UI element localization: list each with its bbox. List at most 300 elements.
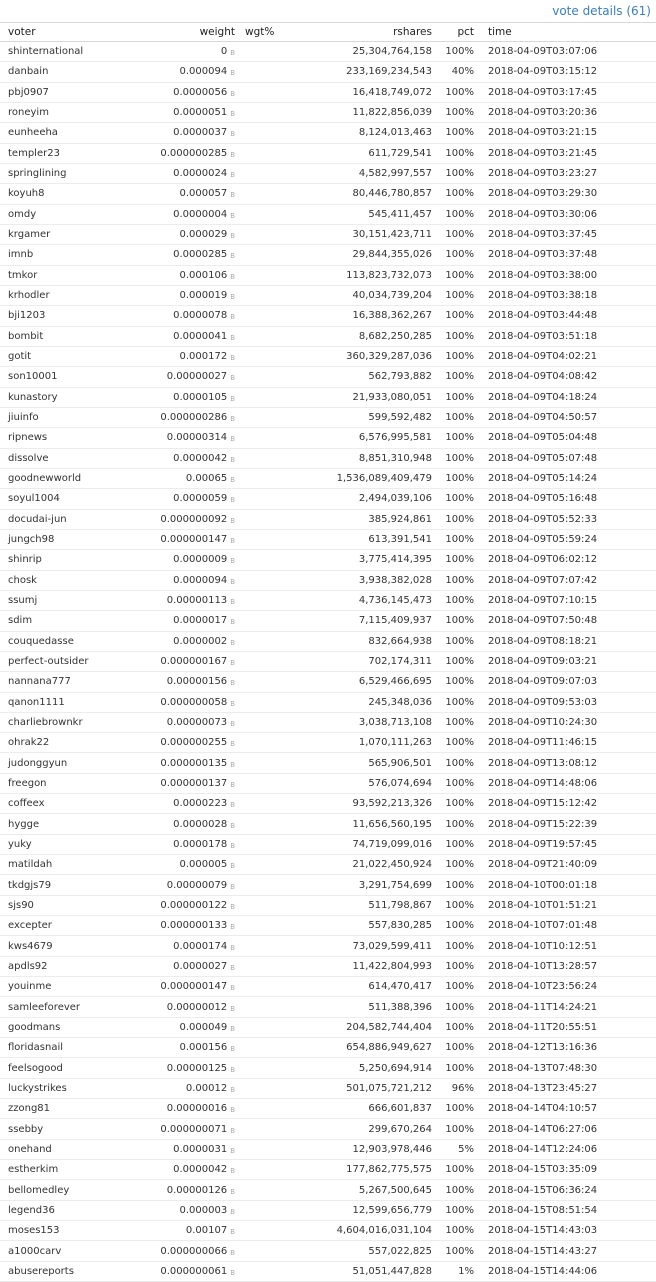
rshares-cell: 4,736,145,473 [307, 590, 440, 610]
rshares-cell: 16,418,749,072 [307, 82, 440, 102]
voter-cell: abusereports [0, 1261, 145, 1281]
weight-unit: B [230, 1207, 235, 1216]
time-cell: 2018-04-09T11:46:15 [488, 733, 656, 753]
time-cell: 2018-04-14T12:24:06 [488, 1139, 656, 1159]
voter-cell: goodnewworld [0, 468, 145, 488]
weight-cell [145, 672, 245, 692]
voter-cell: hygge [0, 814, 145, 834]
weight-unit: B [230, 333, 235, 342]
voter-cell: danbain [0, 62, 145, 82]
weight-unit: B [230, 374, 235, 383]
weight-unit: B [230, 354, 235, 363]
vote-row [0, 468, 656, 488]
vote-row [0, 794, 656, 814]
weight-cell [145, 590, 245, 610]
weight-value: 0.000172 [179, 351, 228, 363]
time-cell: 2018-04-09T10:24:30 [488, 712, 656, 732]
rshares-cell: 613,391,541 [307, 529, 440, 549]
vote-details-link[interactable]: vote details (61) [552, 4, 651, 18]
rshares-cell: 385,924,861 [307, 509, 440, 529]
voter-cell: estherkim [0, 1160, 145, 1180]
weight-value: 0.000000092 [160, 513, 228, 525]
rshares-cell: 3,038,713,108 [307, 712, 440, 732]
pct-cell: 100% [440, 1221, 488, 1241]
wgt-pct-cell [245, 1139, 307, 1159]
weight-cell [145, 631, 245, 651]
time-cell: 2018-04-09T09:03:21 [488, 651, 656, 671]
vote-row [0, 895, 656, 915]
weight-unit: B [230, 1106, 235, 1115]
rshares-cell: 4,582,997,557 [307, 163, 440, 183]
time-cell: 2018-04-09T04:08:42 [488, 367, 656, 387]
weight-unit: B [230, 719, 235, 728]
voter-cell: youinme [0, 977, 145, 997]
voter-cell: bombit [0, 326, 145, 346]
rshares-cell: 557,830,285 [307, 916, 440, 936]
weight-unit: B [230, 984, 235, 993]
wgt-pct-cell [245, 224, 307, 244]
time-cell: 2018-04-13T23:45:27 [488, 1078, 656, 1098]
weight-value: 0.0000223 [173, 798, 228, 810]
voter-cell: moses153 [0, 1221, 145, 1241]
wgt-pct-cell [245, 285, 307, 305]
time-cell: 2018-04-09T14:48:06 [488, 773, 656, 793]
rshares-cell: 614,470,417 [307, 977, 440, 997]
time-cell: 2018-04-09T03:23:27 [488, 163, 656, 183]
weight-cell [145, 82, 245, 102]
rshares-cell: 562,793,882 [307, 367, 440, 387]
voter-cell: bellomedley [0, 1180, 145, 1200]
weight-cell [145, 1078, 245, 1098]
weight-cell [145, 814, 245, 834]
header-time[interactable]: time [488, 23, 656, 42]
time-cell: 2018-04-10T10:12:51 [488, 936, 656, 956]
pct-cell: 100% [440, 82, 488, 102]
weight-cell [145, 163, 245, 183]
header-wgt-pct[interactable]: wgt% [245, 23, 307, 42]
weight-cell [145, 1200, 245, 1220]
vote-row [0, 834, 656, 854]
rshares-cell: 5,250,694,914 [307, 1058, 440, 1078]
weight-cell [145, 753, 245, 773]
vote-row [0, 529, 656, 549]
pct-cell: 100% [440, 631, 488, 651]
weight-value: 0.0000056 [173, 86, 228, 98]
vote-row [0, 1058, 656, 1078]
pct-cell: 100% [440, 814, 488, 834]
weight-unit: B [230, 943, 235, 952]
rshares-cell: 6,576,995,581 [307, 428, 440, 448]
pct-cell: 100% [440, 489, 488, 509]
pct-cell: 100% [440, 956, 488, 976]
vote-row [0, 1180, 656, 1200]
time-cell: 2018-04-09T03:37:48 [488, 245, 656, 265]
wgt-pct-cell [245, 997, 307, 1017]
pct-cell: 100% [440, 855, 488, 875]
voter-cell: couquedasse [0, 631, 145, 651]
rshares-cell: 3,775,414,395 [307, 550, 440, 570]
weight-unit: B [230, 49, 235, 58]
rshares-cell: 40,034,739,204 [307, 285, 440, 305]
rshares-cell: 21,022,450,924 [307, 855, 440, 875]
wgt-pct-cell [245, 794, 307, 814]
weight-unit: B [230, 618, 235, 627]
voter-cell: nannana777 [0, 672, 145, 692]
pct-cell: 100% [440, 1099, 488, 1119]
weight-cell [145, 712, 245, 732]
weight-unit: B [230, 1085, 235, 1094]
weight-cell [145, 367, 245, 387]
pct-cell: 100% [440, 285, 488, 305]
vote-row [0, 977, 656, 997]
voter-cell: ssebby [0, 1119, 145, 1139]
voter-cell: kws4679 [0, 936, 145, 956]
pct-cell: 100% [440, 265, 488, 285]
pct-cell: 100% [440, 204, 488, 224]
time-cell: 2018-04-09T03:37:45 [488, 224, 656, 244]
weight-unit: B [230, 862, 235, 871]
pct-cell: 100% [440, 1160, 488, 1180]
weight-cell [145, 143, 245, 163]
pct-cell: 100% [440, 672, 488, 692]
weight-value: 0.000000133 [160, 920, 228, 932]
time-cell: 2018-04-12T13:16:36 [488, 1038, 656, 1058]
wgt-pct-cell [245, 1200, 307, 1220]
rshares-cell: 204,582,744,404 [307, 1017, 440, 1037]
time-cell: 2018-04-14T04:10:57 [488, 1099, 656, 1119]
weight-cell [145, 1099, 245, 1119]
vote-row [0, 62, 656, 82]
pct-cell: 100% [440, 42, 488, 62]
weight-cell [145, 1241, 245, 1261]
rshares-cell: 654,886,949,627 [307, 1038, 440, 1058]
time-cell: 2018-04-09T05:59:24 [488, 529, 656, 549]
weight-cell [145, 936, 245, 956]
weight-cell [145, 265, 245, 285]
weight-cell [145, 387, 245, 407]
rshares-cell: 233,169,234,543 [307, 62, 440, 82]
header-voter[interactable]: voter [0, 23, 145, 42]
weight-cell [145, 42, 245, 62]
time-cell: 2018-04-10T13:28:57 [488, 956, 656, 976]
pct-cell: 100% [440, 224, 488, 244]
vote-row [0, 306, 656, 326]
weight-value: 0.000019 [179, 290, 228, 302]
weight-value: 0.00000126 [166, 1184, 228, 1196]
weight-unit: B [230, 963, 235, 972]
weight-value: 0.0000041 [173, 330, 228, 342]
weight-cell [145, 204, 245, 224]
weight-cell [145, 1160, 245, 1180]
wgt-pct-cell [245, 773, 307, 793]
weight-cell [145, 1017, 245, 1037]
weight-unit: B [230, 394, 235, 403]
weight-unit: B [230, 171, 235, 180]
voter-cell: docudai-jun [0, 509, 145, 529]
time-cell: 2018-04-09T09:53:03 [488, 692, 656, 712]
weight-cell [145, 834, 245, 854]
weight-cell [145, 570, 245, 590]
voter-cell: a1000carv [0, 1241, 145, 1261]
weight-unit: B [230, 476, 235, 485]
vote-row [0, 143, 656, 163]
weight-cell [145, 102, 245, 122]
weight-cell [145, 794, 245, 814]
rshares-cell: 21,933,080,051 [307, 387, 440, 407]
weight-cell [145, 855, 245, 875]
rshares-cell: 576,074,694 [307, 773, 440, 793]
vote-row [0, 1221, 656, 1241]
pct-cell: 100% [440, 550, 488, 570]
wgt-pct-cell [245, 1017, 307, 1037]
voter-cell: ripnews [0, 428, 145, 448]
weight-value: 0.0000027 [173, 960, 228, 972]
weight-unit: B [230, 435, 235, 444]
vote-row [0, 163, 656, 183]
time-cell: 2018-04-09T07:07:42 [488, 570, 656, 590]
time-cell: 2018-04-09T06:02:12 [488, 550, 656, 570]
voter-cell: jiuinfo [0, 407, 145, 427]
time-cell: 2018-04-10T07:01:48 [488, 916, 656, 936]
vote-row [0, 82, 656, 102]
rshares-cell: 2,494,039,106 [307, 489, 440, 509]
time-cell: 2018-04-09T03:20:36 [488, 102, 656, 122]
voter-cell: onehand [0, 1139, 145, 1159]
vote-row [0, 42, 656, 62]
rshares-cell: 1,536,089,409,479 [307, 468, 440, 488]
pct-cell: 100% [440, 570, 488, 590]
rshares-cell: 360,329,287,036 [307, 346, 440, 366]
weight-cell [145, 1139, 245, 1159]
vote-row [0, 1099, 656, 1119]
vote-row [0, 428, 656, 448]
header-weight[interactable]: weight [145, 23, 245, 42]
weight-value: 0.00065 [185, 473, 228, 485]
pct-cell: 100% [440, 936, 488, 956]
rshares-cell: 501,075,721,212 [307, 1078, 440, 1098]
vote-row [0, 692, 656, 712]
wgt-pct-cell [245, 1119, 307, 1139]
wgt-pct-cell [245, 204, 307, 224]
rshares-cell: 299,670,264 [307, 1119, 440, 1139]
pct-cell: 100% [440, 123, 488, 143]
weight-cell [145, 692, 245, 712]
header-pct[interactable]: pct [440, 23, 488, 42]
weight-value: 0.0000004 [173, 208, 228, 220]
wgt-pct-cell [245, 468, 307, 488]
voter-cell: springlining [0, 163, 145, 183]
voter-cell: eunheeha [0, 123, 145, 143]
weight-cell [145, 733, 245, 753]
voter-cell: matildah [0, 855, 145, 875]
weight-unit: B [230, 1126, 235, 1135]
weight-cell [145, 123, 245, 143]
weight-value: 0.000000286 [160, 412, 228, 424]
rshares-cell: 12,903,978,446 [307, 1139, 440, 1159]
vote-row [0, 407, 656, 427]
weight-value: 0.00012 [185, 1082, 228, 1094]
pct-cell: 100% [440, 509, 488, 529]
wgt-pct-cell [245, 550, 307, 570]
vote-row [0, 712, 656, 732]
pct-cell: 100% [440, 326, 488, 346]
wgt-pct-cell [245, 265, 307, 285]
wgt-pct-cell [245, 611, 307, 631]
time-cell: 2018-04-09T03:21:15 [488, 123, 656, 143]
weight-value: 0 [220, 46, 228, 58]
weight-cell [145, 977, 245, 997]
vote-row [0, 367, 656, 387]
rshares-cell: 4,604,016,031,104 [307, 1221, 440, 1241]
rshares-cell: 7,115,409,937 [307, 611, 440, 631]
pct-cell: 100% [440, 977, 488, 997]
voter-cell: charliebrownkr [0, 712, 145, 732]
pct-cell: 1% [440, 1261, 488, 1281]
weight-value: 0.000106 [179, 269, 228, 281]
weight-value: 0.000000058 [160, 696, 228, 708]
rshares-cell: 6,529,466,695 [307, 672, 440, 692]
weight-value: 0.0000174 [173, 940, 228, 952]
pct-cell: 100% [440, 1200, 488, 1220]
weight-unit: B [230, 740, 235, 749]
pct-cell: 100% [440, 1119, 488, 1139]
voter-cell: imnb [0, 245, 145, 265]
voter-cell: krhodler [0, 285, 145, 305]
weight-value: 0.00000113 [166, 595, 228, 607]
vote-row [0, 753, 656, 773]
header-rshares[interactable]: rshares [307, 23, 440, 42]
pct-cell: 96% [440, 1078, 488, 1098]
vote-row [0, 285, 656, 305]
time-cell: 2018-04-09T03:38:00 [488, 265, 656, 285]
vote-row [0, 773, 656, 793]
vote-row [0, 916, 656, 936]
weight-unit: B [230, 1187, 235, 1196]
weight-unit: B [230, 69, 235, 78]
weight-unit: B [230, 313, 235, 322]
weight-value: 0.0000031 [173, 1143, 228, 1155]
vote-row [0, 387, 656, 407]
header-row [0, 23, 656, 42]
pct-cell: 100% [440, 692, 488, 712]
voter-cell: bji1203 [0, 306, 145, 326]
weight-unit: B [230, 1167, 235, 1176]
vote-row [0, 1038, 656, 1058]
time-cell: 2018-04-09T04:50:57 [488, 407, 656, 427]
weight-cell [145, 550, 245, 570]
pct-cell: 100% [440, 753, 488, 773]
weight-cell [145, 1038, 245, 1058]
voter-cell: koyuh8 [0, 184, 145, 204]
wgt-pct-cell [245, 123, 307, 143]
rshares-cell: 8,124,013,463 [307, 123, 440, 143]
time-cell: 2018-04-09T05:14:24 [488, 468, 656, 488]
pct-cell: 100% [440, 875, 488, 895]
weight-cell [145, 997, 245, 1017]
rshares-cell: 245,348,036 [307, 692, 440, 712]
time-cell: 2018-04-09T15:22:39 [488, 814, 656, 834]
weight-value: 0.0000178 [173, 838, 228, 850]
vote-row [0, 102, 656, 122]
weight-unit: B [230, 150, 235, 159]
vote-row [0, 346, 656, 366]
weight-unit: B [230, 841, 235, 850]
rshares-cell: 8,682,250,285 [307, 326, 440, 346]
pct-cell: 100% [440, 1180, 488, 1200]
rshares-cell: 11,422,804,993 [307, 956, 440, 976]
vote-row [0, 936, 656, 956]
time-cell: 2018-04-09T09:07:03 [488, 672, 656, 692]
rshares-cell: 8,851,310,948 [307, 448, 440, 468]
weight-value: 0.000000061 [160, 1265, 228, 1277]
weight-value: 0.000029 [179, 229, 228, 241]
wgt-pct-cell [245, 712, 307, 732]
time-cell: 2018-04-11T14:24:21 [488, 997, 656, 1017]
wgt-pct-cell [245, 489, 307, 509]
weight-cell [145, 245, 245, 265]
time-cell: 2018-04-09T19:57:45 [488, 834, 656, 854]
vote-row [0, 1139, 656, 1159]
rshares-cell: 25,304,764,158 [307, 42, 440, 62]
weight-cell [145, 468, 245, 488]
voter-cell: tmkor [0, 265, 145, 285]
weight-cell [145, 773, 245, 793]
weight-cell [145, 651, 245, 671]
rshares-cell: 11,656,560,195 [307, 814, 440, 834]
vote-row [0, 875, 656, 895]
voter-cell: samleeforever [0, 997, 145, 1017]
wgt-pct-cell [245, 814, 307, 834]
time-cell: 2018-04-09T05:04:48 [488, 428, 656, 448]
weight-value: 0.0000017 [173, 615, 228, 627]
weight-unit: B [230, 455, 235, 464]
voter-cell: jungch98 [0, 529, 145, 549]
weight-unit: B [230, 1004, 235, 1013]
weight-unit: B [230, 638, 235, 647]
wgt-pct-cell [245, 956, 307, 976]
pct-cell: 100% [440, 428, 488, 448]
pct-cell: 100% [440, 346, 488, 366]
time-cell: 2018-04-09T03:21:45 [488, 143, 656, 163]
pct-cell: 100% [440, 102, 488, 122]
weight-value: 0.000000066 [160, 1245, 228, 1257]
voter-cell: ohrak22 [0, 733, 145, 753]
wgt-pct-cell [245, 346, 307, 366]
weight-value: 0.00000012 [166, 1001, 228, 1013]
pct-cell: 100% [440, 590, 488, 610]
weight-cell [145, 407, 245, 427]
vote-row [0, 245, 656, 265]
voter-cell: ssumj [0, 590, 145, 610]
weight-unit: B [230, 415, 235, 424]
vote-row [0, 855, 656, 875]
vote-row [0, 1200, 656, 1220]
vote-row [0, 1160, 656, 1180]
pct-cell: 100% [440, 733, 488, 753]
wgt-pct-cell [245, 102, 307, 122]
weight-cell [145, 62, 245, 82]
voter-cell: sdim [0, 611, 145, 631]
wgt-pct-cell [245, 753, 307, 773]
voter-cell: tkdgjs79 [0, 875, 145, 895]
vote-rows [0, 42, 656, 1282]
rshares-cell: 30,151,423,711 [307, 224, 440, 244]
vote-row [0, 651, 656, 671]
wgt-pct-cell [245, 590, 307, 610]
rshares-cell: 5,267,500,645 [307, 1180, 440, 1200]
weight-unit: B [230, 211, 235, 220]
pct-cell: 100% [440, 367, 488, 387]
